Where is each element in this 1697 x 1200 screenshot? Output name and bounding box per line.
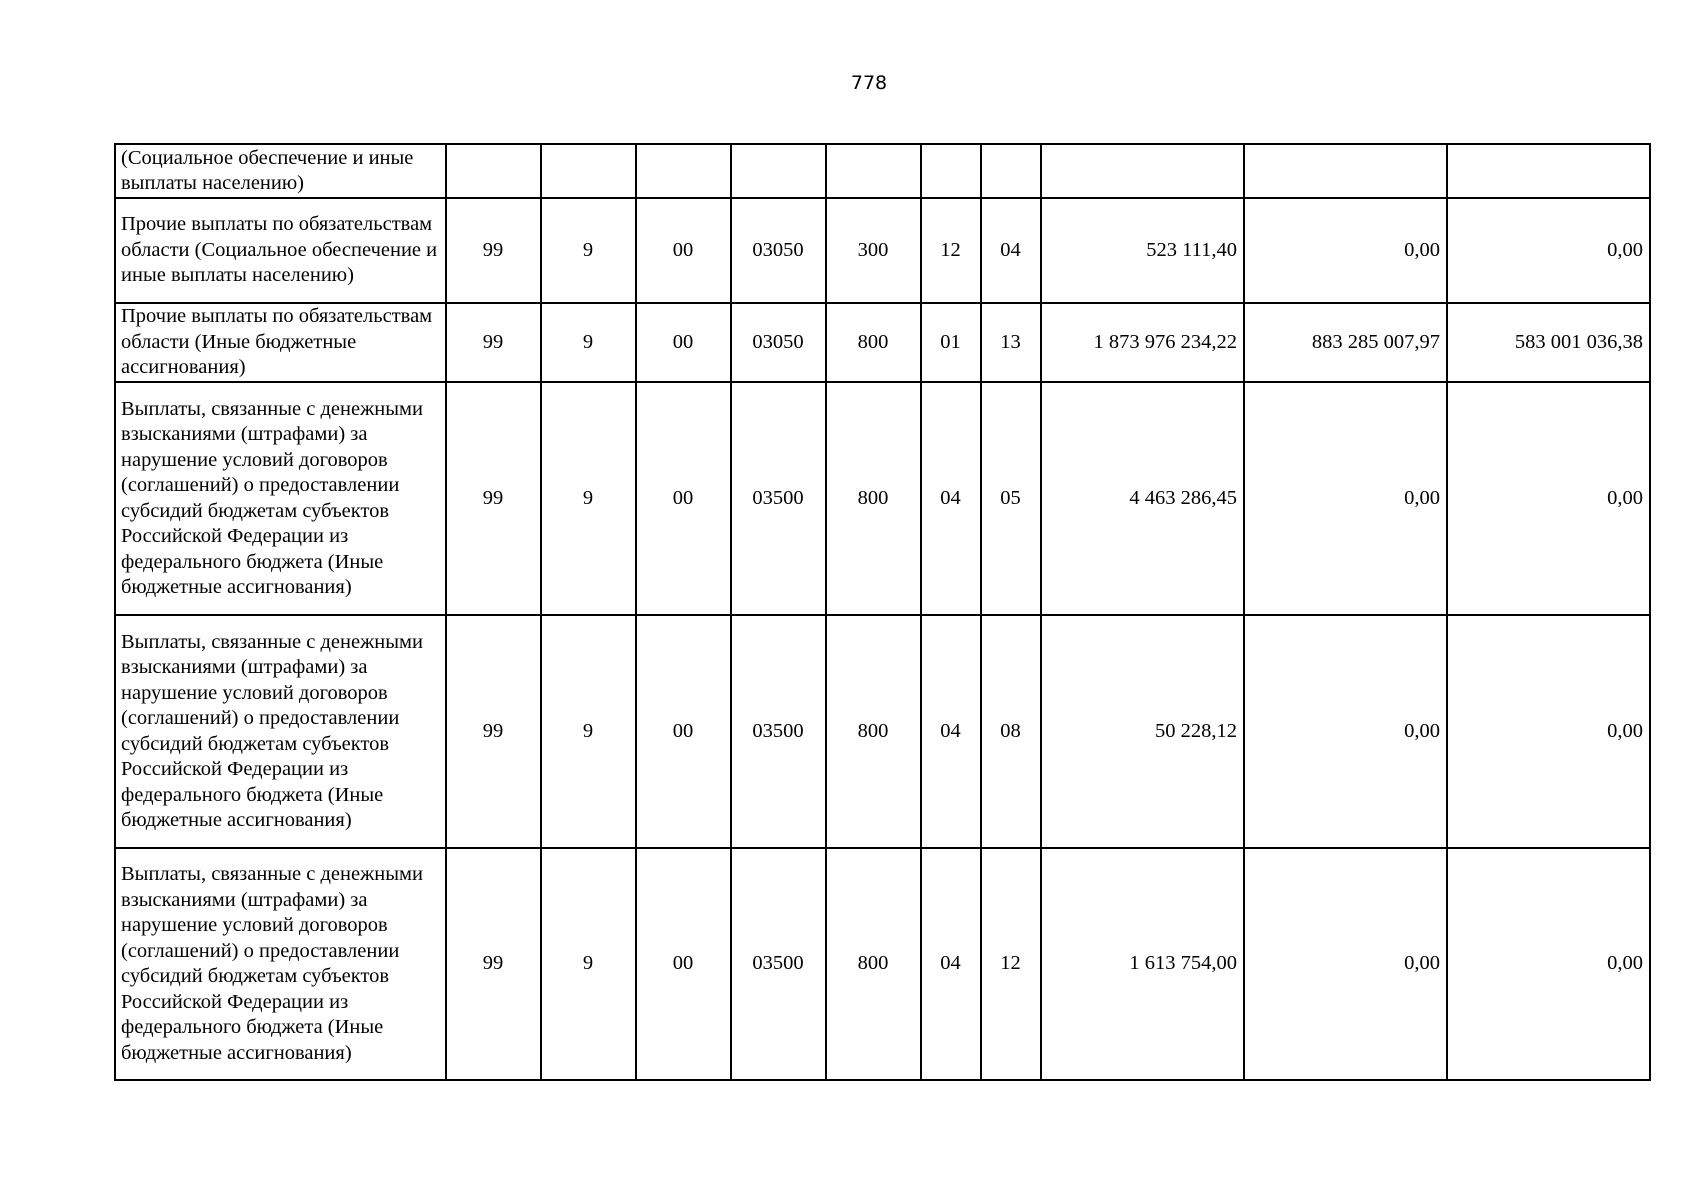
row-description: Выплаты, связанные с денежными взысканиями (штрафами) за нарушение условий договоров (соглашений) о предоставлении субсидий бюджетам субъектов Российской Федерации из федерального бюджета (Иные бюджетные ассигнования) (115, 848, 446, 1080)
code-program: 99 (446, 848, 541, 1080)
code-expense-type: 800 (826, 382, 921, 615)
code-direction: 03500 (731, 382, 826, 615)
amount-year-3: 583 001 036,38 (1447, 303, 1650, 382)
code-subsection (981, 144, 1041, 198)
amount-year-2 (1244, 144, 1447, 198)
row-description: Выплаты, связанные с денежными взысканиями (штрафами) за нарушение условий договоров (соглашений) о предоставлении субсидий бюджетам субъектов Российской Федерации из федерального бюджета (Иные бюджетные ассигнования) (115, 615, 446, 848)
row-description: Прочие выплаты по обязательствам области (Иные бюджетные ассигнования) (115, 303, 446, 382)
amount-year-1: 1 613 754,00 (1041, 848, 1244, 1080)
code-expense-type: 800 (826, 615, 921, 848)
amount-year-3: 0,00 (1447, 848, 1650, 1080)
code-subsection: 04 (981, 198, 1041, 303)
code-program (446, 144, 541, 198)
code-direction: 03050 (731, 303, 826, 382)
code-program: 99 (446, 303, 541, 382)
amount-year-2: 0,00 (1244, 382, 1447, 615)
code-direction: 03500 (731, 615, 826, 848)
table-row (115, 848, 1650, 1080)
amount-year-2: 0,00 (1244, 615, 1447, 848)
table-row (115, 198, 1650, 303)
code-subprogram: 9 (541, 303, 636, 382)
amount-year-1: 50 228,12 (1041, 615, 1244, 848)
code-program: 99 (446, 382, 541, 615)
code-event: 00 (636, 198, 731, 303)
code-program: 99 (446, 198, 541, 303)
code-subsection: 13 (981, 303, 1041, 382)
code-subprogram: 9 (541, 198, 636, 303)
amount-year-1: 523 111,40 (1041, 198, 1244, 303)
code-subprogram: 9 (541, 615, 636, 848)
amount-year-1: 1 873 976 234,22 (1041, 303, 1244, 382)
code-expense-type: 800 (826, 848, 921, 1080)
code-event (636, 144, 731, 198)
code-section: 01 (921, 303, 981, 382)
code-direction: 03050 (731, 198, 826, 303)
amount-year-2: 0,00 (1244, 198, 1447, 303)
code-subsection: 08 (981, 615, 1041, 848)
code-direction (731, 144, 826, 198)
code-event: 00 (636, 615, 731, 848)
amount-year-3: 0,00 (1447, 382, 1650, 615)
code-section: 04 (921, 848, 981, 1080)
code-expense-type: 800 (826, 303, 921, 382)
code-subprogram: 9 (541, 848, 636, 1080)
row-description: Выплаты, связанные с денежными взысканиями (штрафами) за нарушение условий договоров (соглашений) о предоставлении субсидий бюджетам субъектов Российской Федерации из федерального бюджета (Иные бюджетные ассигнования) (115, 382, 446, 615)
row-description: Прочие выплаты по обязательствам области (Социальное обеспечение и иные выплаты населению) (115, 198, 446, 303)
amount-year-1 (1041, 144, 1244, 198)
code-event: 00 (636, 848, 731, 1080)
table-row (115, 615, 1650, 848)
code-section (921, 144, 981, 198)
code-direction: 03500 (731, 848, 826, 1080)
amount-year-3: 0,00 (1447, 198, 1650, 303)
code-event: 00 (636, 303, 731, 382)
amount-year-3: 0,00 (1447, 615, 1650, 848)
code-subsection: 05 (981, 382, 1041, 615)
table-row (115, 144, 1650, 198)
code-event: 00 (636, 382, 731, 615)
code-section: 04 (921, 382, 981, 615)
table-row (115, 303, 1650, 382)
table-row (115, 382, 1650, 615)
code-subprogram: 9 (541, 382, 636, 615)
page-number: 778 (850, 72, 888, 94)
amount-year-3 (1447, 144, 1650, 198)
amount-year-1: 4 463 286,45 (1041, 382, 1244, 615)
code-subprogram (541, 144, 636, 198)
code-subsection: 12 (981, 848, 1041, 1080)
code-section: 12 (921, 198, 981, 303)
amount-year-2: 883 285 007,97 (1244, 303, 1447, 382)
row-description: (Социальное обеспечение и иные выплаты населению) (115, 144, 446, 198)
code-section: 04 (921, 615, 981, 848)
code-expense-type: 300 (826, 198, 921, 303)
budget-table (114, 143, 1651, 1081)
code-expense-type (826, 144, 921, 198)
amount-year-2: 0,00 (1244, 848, 1447, 1080)
code-program: 99 (446, 615, 541, 848)
